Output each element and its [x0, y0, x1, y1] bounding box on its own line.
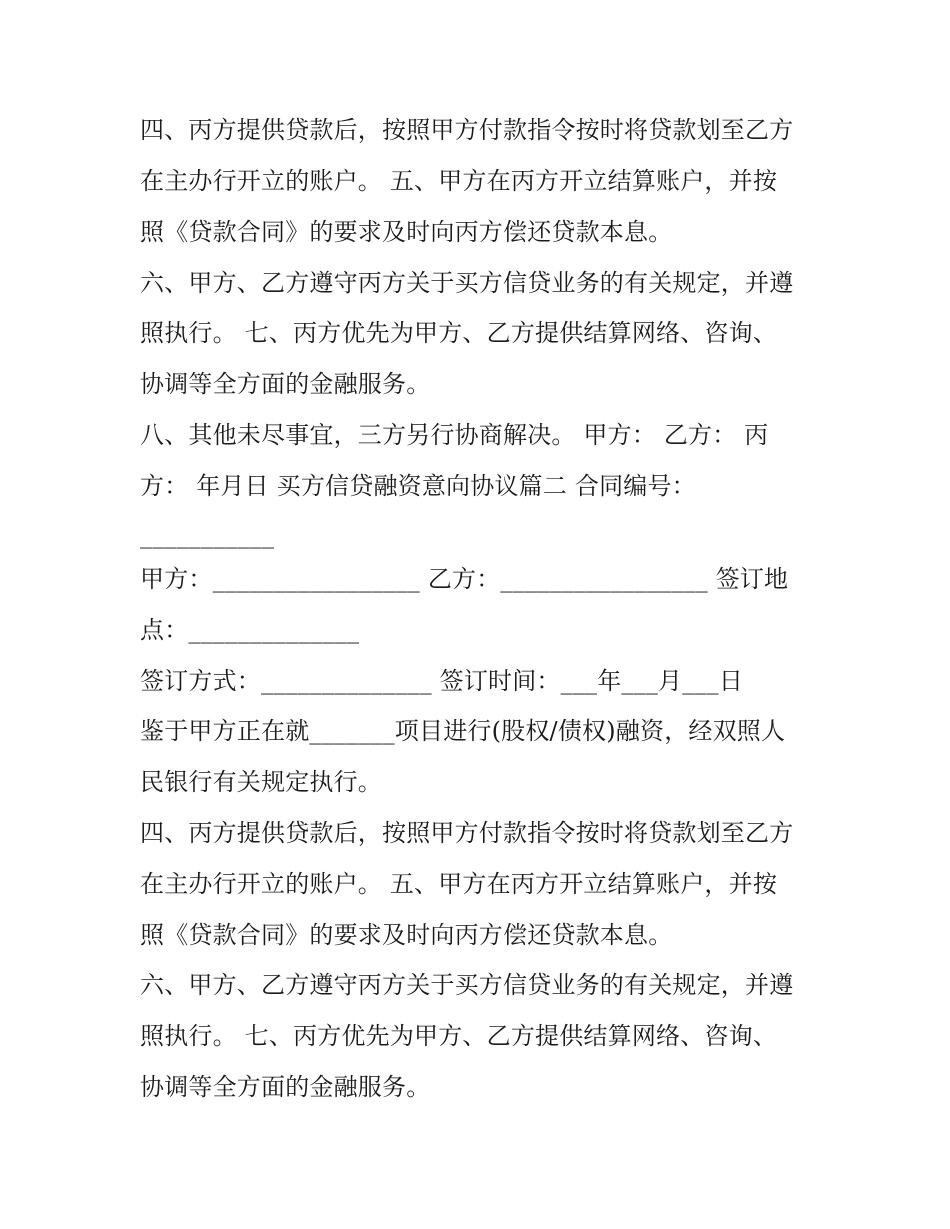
- text-line: 鉴于甲方正在就_______项目进行(股权/债权)融资，经双照人: [140, 717, 786, 745]
- text-line: 四、丙方提供贷款后，按照甲方付款指令按时将贷款划至乙方: [140, 819, 794, 847]
- text-line: 六、甲方、乙方遵守丙方关于买方信贷业务的有关规定，并遵: [140, 269, 794, 297]
- text-line: 签订方式：______________ 签订时间：___年___月___日: [140, 667, 744, 695]
- text-line: 协调等全方面的金融服务。: [140, 370, 431, 398]
- text-line: 四、丙方提供贷款后，按照甲方付款指令按时将贷款划至乙方: [140, 116, 794, 144]
- text-line: 点：______________: [140, 616, 360, 644]
- text-line: 照《贷款合同》的要求及时向丙方偿还贷款本息。: [140, 218, 673, 246]
- text-line: 照执行。 七、丙方优先为甲方、乙方提供结算网络、咨询、: [140, 1022, 778, 1050]
- text-line: 方： 年月日 买方信贷融资意向协议篇二 合同编号：: [140, 472, 696, 500]
- text-line: 八、其他未尽事宜，三方另行协商解决。 甲方： 乙方： 丙: [140, 421, 769, 449]
- text-line: 甲方：_________________ 乙方：_________________ 签订地: [140, 565, 789, 593]
- text-line: 六、甲方、乙方遵守丙方关于买方信贷业务的有关规定，并遵: [140, 971, 794, 999]
- text-line: 在主办行开立的账户。 五、甲方在丙方开立结算账户，并按: [140, 167, 778, 195]
- text-line: 在主办行开立的账户。 五、甲方在丙方开立结算账户，并按: [140, 870, 778, 898]
- contract-number-blank: ___________: [140, 521, 275, 549]
- text-line: 照《贷款合同》的要求及时向丙方偿还贷款本息。: [140, 921, 673, 949]
- text-line: 民银行有关规定执行。: [140, 768, 382, 796]
- text-line: 照执行。 七、丙方优先为甲方、乙方提供结算网络、咨询、: [140, 319, 778, 347]
- text-line: 协调等全方面的金融服务。: [140, 1073, 431, 1101]
